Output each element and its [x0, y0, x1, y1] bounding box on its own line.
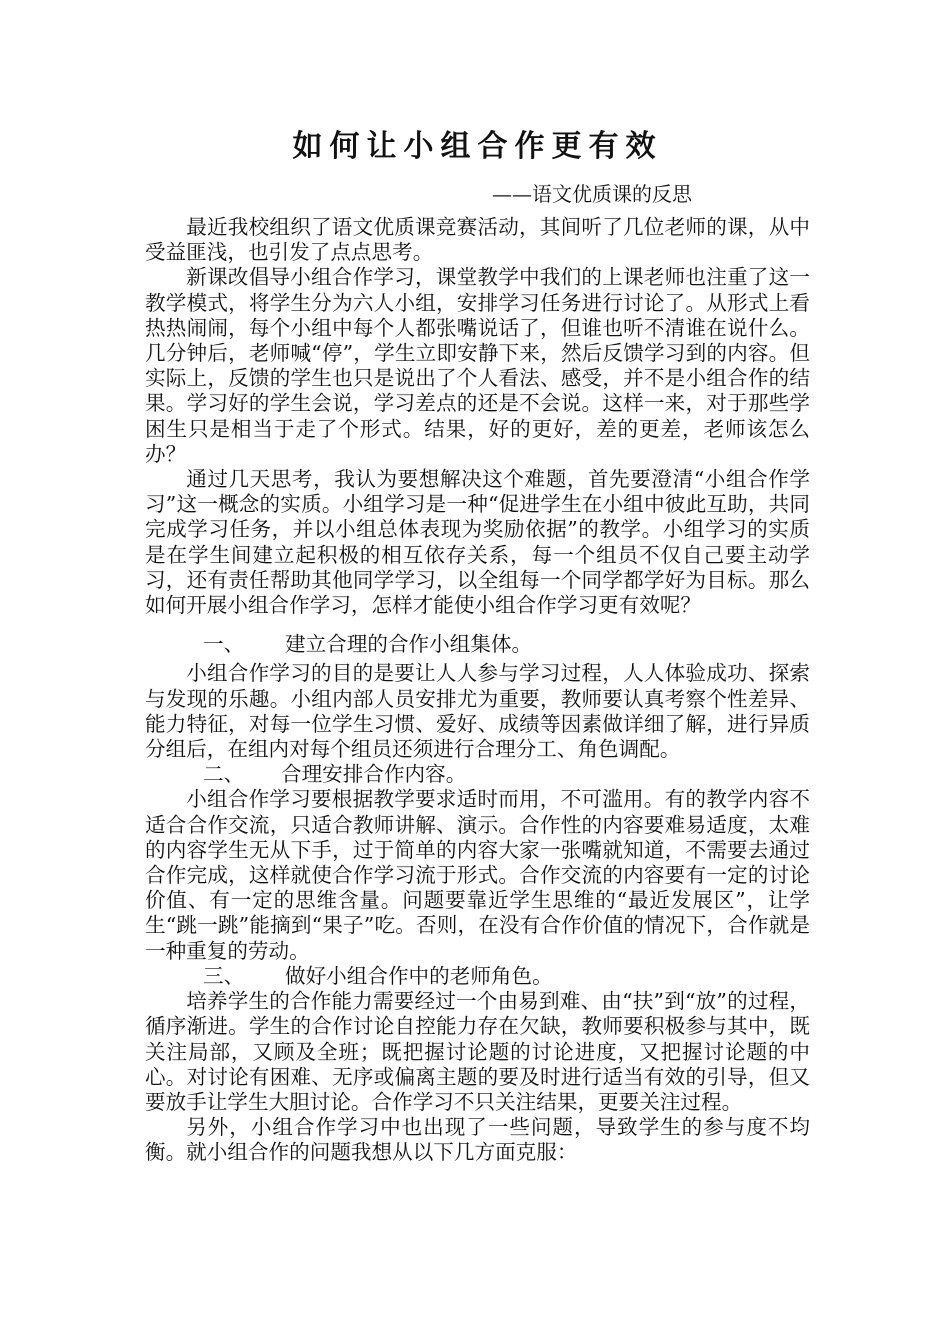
section-body-1: 小组合作学习的目的是要让人人参与学习过程，人人体验成功、探索与发现的乐趣。小组内部人员安排尤为重要，教师要认真考察个性差异、能力特征，对每一位学生习惯、爱好、成绩等因素做详细了解，进行异质分组后，在组内对每个组员还须进行合理分工、角色调配。: [145, 661, 810, 762]
section-heading-3: [145, 964, 810, 989]
section-heading-1: [145, 632, 810, 657]
document-title: 如何让小组合作更有效: [292, 129, 663, 164]
section-heading-text: 建立合理的合作小组集体。: [285, 632, 533, 657]
section-heading-text: 合理安排合作内容。: [281, 762, 467, 787]
section-body-2: 小组合作学习要根据教学要求适时而用，不可滥用。有的教学内容不适合合作交流，只适合教师讲解、演示。合作性的内容要难易适度，太难的内容学生无从下手，过于简单的内容大家一张嘴就知道，不需要去通过合作完成，这样就使合作学习流于形式。合作交流的内容要有一定的讨论价值、有一定的思维含量。问题要靠近学生思维的“最近发展区”，让学生“跳一跳”能摘到“果子”吃。否则，在没有合作价值的情况下，合作就是一种重复的劳动。: [145, 787, 810, 963]
problem-paragraph: 新课改倡导小组合作学习，课堂教学中我们的上课老师也注重了这一教学模式，将学生分为六人小组，安排学习任务进行讨论了。从形式上看热热闹闹，每个小组中每个人都张嘴说话了，但谁也听不清谁在说什么。几分钟后，老师喊“停”，学生立即安静下来，然后反馈学习到的内容。但实际上，反馈的学生也只是说出了个人看法、感受，并不是小组合作的结果。学习好的学生会说，学习差点的还是不会说。这样一来，对于那些学困生只是相当于走了个形式。结果，好的更好，差的更差，老师该怎么办？: [145, 265, 810, 466]
section-body-3: 培养学生的合作能力需要经过一个由易到难、由“扶”到“放”的过程，循序渐进。学生的合作讨论自控能力存在欠缺，教师要积极参与其中，既关注局部，又顾及全班；既把握讨论题的讨论进度，又把握讨论题的中心。对讨论有困难、无序或偏离主题的要及时进行适当有效的引导，但又要放手让学生大胆讨论。合作学习不只关注结果，更要关注过程。: [145, 989, 810, 1114]
section-heading-text: 做好小组合作中的老师角色。: [285, 963, 553, 988]
intro-paragraph: 最近我校组织了语文优质课竞赛活动，其间听了几位老师的课，从中受益匪浅，也引发了点点思考。: [145, 215, 810, 265]
section-heading-2: [145, 762, 810, 787]
section-number: 三、: [203, 963, 245, 988]
section-number: 一、: [203, 632, 245, 657]
document-page: [145, 125, 810, 1166]
concept-paragraph: 通过几天思考，我认为要想解决这个难题，首先要澄清“小组合作学习”这一概念的实质。小组学习是一种“促进学生在小组中彼此互助，共同完成学习任务，并以小组总体表现为奖励依据”的教学。小组学习的实质是在学生间建立起积极的相互依存关系，每一个组员不仅自己要主动学习，还有责任帮助其他同学学习，以全组每一个同学都学好为目标。那么如何开展小组合作学习，怎样才能使小组合作学习更有效呢？: [145, 467, 810, 618]
closing-paragraph: 另外，小组合作学习中也出现了一些问题，导致学生的参与度不均衡。就小组合作的问题我想从以下几方面克服：: [145, 1115, 810, 1165]
section-number: 二、: [203, 762, 245, 787]
document-subtitle: ——语文优质课的反思: [492, 182, 692, 206]
